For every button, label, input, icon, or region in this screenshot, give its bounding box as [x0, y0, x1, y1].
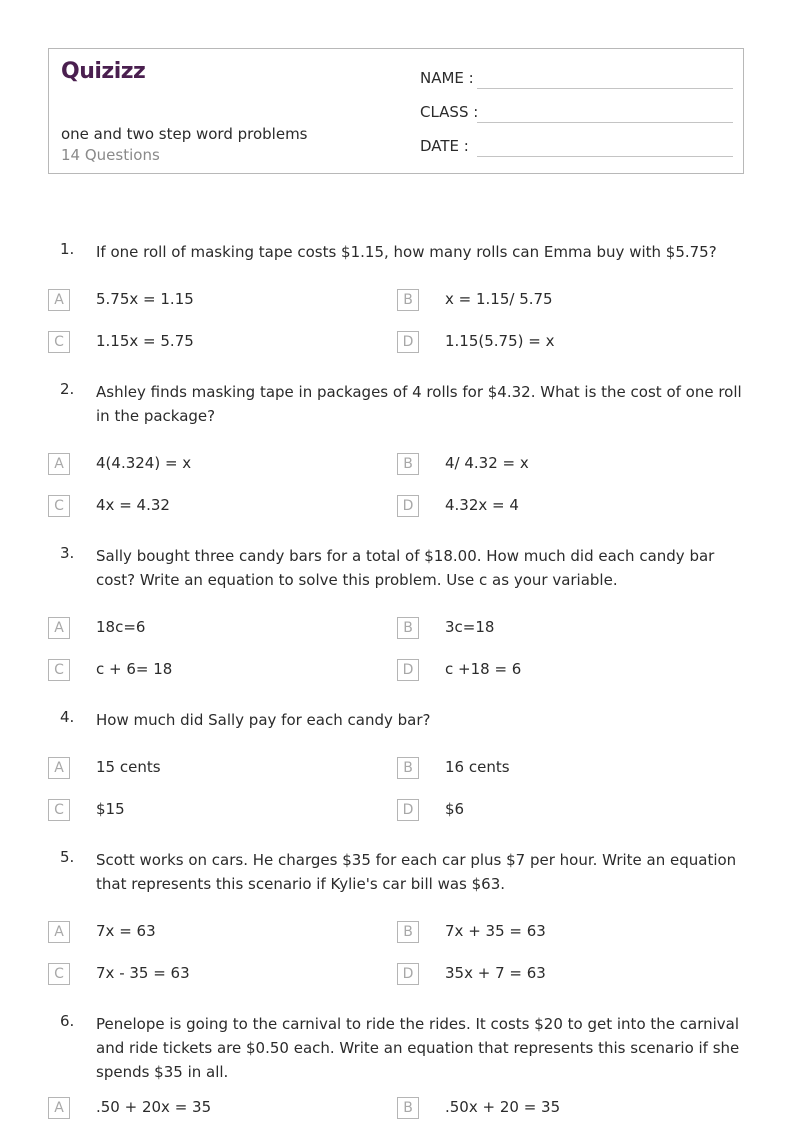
option-text: 16 cents [445, 758, 510, 776]
option-letter: B [397, 617, 419, 639]
option-letter: B [397, 1097, 419, 1119]
option-letter: A [48, 289, 70, 311]
option-letter: D [397, 495, 419, 517]
option-letter: C [48, 659, 70, 681]
option-letter: B [397, 453, 419, 475]
question-text: Scott works on cars. He charges $35 for each car plus $7 per hour. Write an equation that represents this scenario if Kylie's car bill was $63. [96, 851, 737, 893]
option-letter: B [397, 921, 419, 943]
name-field[interactable] [420, 67, 733, 91]
quizizz-logo: Quizizz [61, 59, 146, 84]
option-text: 4/ 4.32 = x [445, 454, 529, 472]
option-text: 7x + 35 = 63 [445, 922, 546, 940]
option-text: 4(4.324) = x [96, 454, 192, 472]
option-text: 7x = 63 [96, 922, 156, 940]
option-letter: B [397, 289, 419, 311]
class-label: CLASS : [420, 103, 479, 121]
option-text: x = 1.15/ 5.75 [445, 290, 553, 308]
option-letter: D [397, 963, 419, 985]
question-count: 14 Questions [61, 146, 160, 164]
option-letter: A [48, 1097, 70, 1119]
question-text: Ashley finds masking tape in packages of 4 rolls for $4.32. What is the cost of one roll in the package? [96, 383, 742, 425]
option-text: $6 [445, 800, 465, 818]
option-letter: D [397, 331, 419, 353]
option-text: 1.15x = 5.75 [96, 332, 194, 350]
option-text: 4x = 4.32 [96, 496, 170, 514]
question-text: Penelope is going to the carnival to ride the rides. It costs $20 to get into the carnival and ride tickets are $0.50 each. Write an equation that represents this scenario if she spends $35 in all. [96, 1015, 740, 1081]
date-field[interactable] [420, 135, 733, 159]
option-text: .50 + 20x = 35 [96, 1098, 212, 1116]
question-number: 4. [60, 708, 75, 726]
option-text: 1.15(5.75) = x [445, 332, 555, 350]
name-line[interactable] [477, 88, 733, 89]
question-number: 6. [60, 1012, 75, 1030]
option-text: c + 6= 18 [96, 660, 173, 678]
option-letter: A [48, 757, 70, 779]
question-text: If one roll of masking tape costs $1.15, how many rolls can Emma buy with $5.75? [96, 243, 717, 261]
name-label: NAME : [420, 69, 474, 87]
option-text: $15 [96, 800, 125, 818]
question-number: 5. [60, 848, 75, 866]
option-letter: A [48, 921, 70, 943]
option-letter: D [397, 659, 419, 681]
option-letter: A [48, 453, 70, 475]
question-number: 1. [60, 240, 75, 258]
option-letter: C [48, 963, 70, 985]
option-text: .50x + 20 = 35 [445, 1098, 561, 1116]
question-text: Sally bought three candy bars for a total of $18.00. How much did each candy bar cost? Write an equation to solve this problem. Use c as your variable. [96, 547, 715, 589]
option-letter: A [48, 617, 70, 639]
question-number: 2. [60, 380, 75, 398]
date-line[interactable] [477, 156, 733, 157]
option-text: 7x - 35 = 63 [96, 964, 190, 982]
option-letter: C [48, 331, 70, 353]
option-text: 3c=18 [445, 618, 495, 636]
option-letter: D [397, 799, 419, 821]
question-text: How much did Sally pay for each candy bar? [96, 711, 431, 729]
worksheet-title: one and two step word problems [61, 125, 308, 143]
class-field[interactable] [420, 101, 733, 125]
date-label: DATE : [420, 137, 469, 155]
option-text: 35x + 7 = 63 [445, 964, 546, 982]
option-text: c +18 = 6 [445, 660, 522, 678]
option-text: 5.75x = 1.15 [96, 290, 194, 308]
option-letter: C [48, 799, 70, 821]
option-letter: B [397, 757, 419, 779]
option-text: 15 cents [96, 758, 161, 776]
worksheet-header [48, 48, 744, 174]
option-text: 4.32x = 4 [445, 496, 519, 514]
option-text: 18c=6 [96, 618, 146, 636]
option-letter: C [48, 495, 70, 517]
question-number: 3. [60, 544, 75, 562]
class-line[interactable] [477, 122, 733, 123]
